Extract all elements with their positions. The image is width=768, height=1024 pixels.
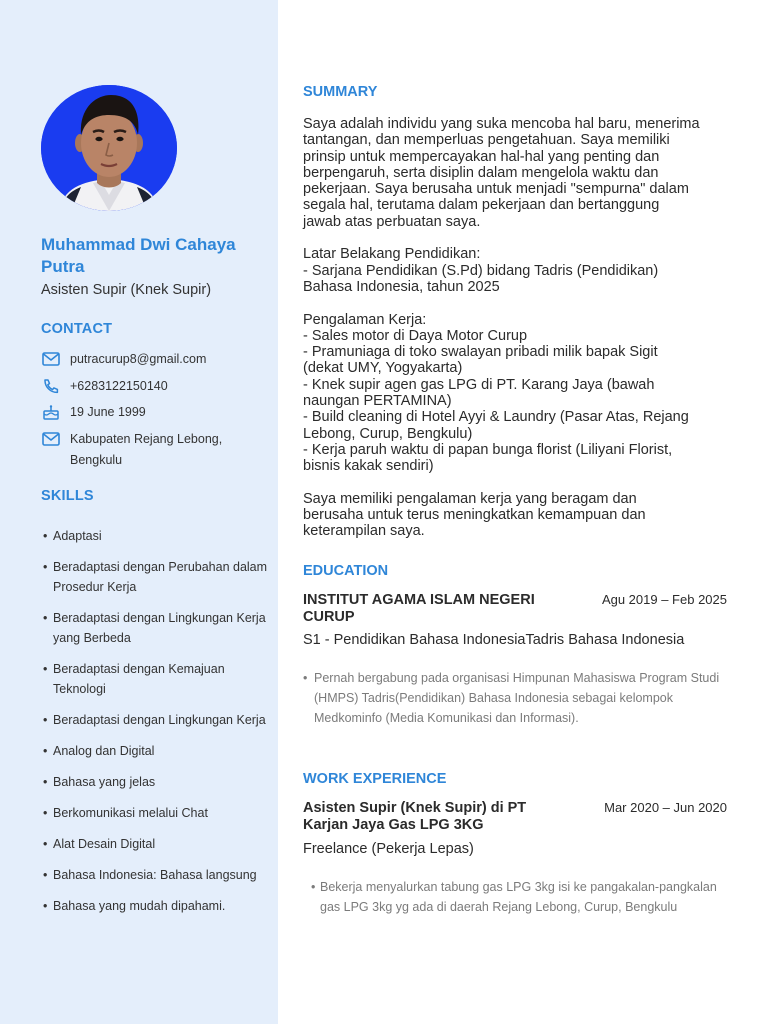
skill-item: • Alat Desain Digital — [41, 834, 271, 854]
work-bullet — [311, 877, 720, 917]
summary-heading: SUMMARY — [303, 84, 378, 100]
skill-item: • Bahasa yang jelas — [41, 772, 271, 792]
contact-birthday — [41, 402, 146, 423]
contact-email-text: putracurup8@gmail.com — [70, 352, 207, 366]
skill-item: • Beradaptasi dengan Kemajuan Teknologi — [41, 659, 271, 699]
work-type: Freelance (Pekerja Lepas) — [303, 841, 474, 857]
sidebar — [0, 0, 278, 1024]
education-degree: S1 - Pendidikan Bahasa IndonesiaTadris Bahasa Indonesia — [303, 632, 685, 648]
work-title: Asisten Supir (Knek Supir) di PT Karjan Jaya Gas LPG 3KG — [303, 800, 527, 833]
profile-name: Muhammad Dwi Cahaya Putra — [41, 235, 236, 276]
education-school: INSTITUT AGAMA ISLAM NEGERI CURUP — [303, 592, 535, 625]
profile-photo-illustration — [41, 85, 177, 211]
profile-photo — [41, 85, 177, 211]
mail-icon — [41, 431, 61, 447]
skills-list — [41, 526, 271, 927]
summary-text: Saya adalah individu yang suka mencoba hal baru, menerima tantangan, dan memperluas pengetahuan. Saya memiliki prinsip untuk mempercayakan hal-hal yang penting dan berpengaruh, serta disiplin dalam mengelola waktu dan pekerjaan. Saya berusaha untuk menjadi "sempurna" dalam segala hal, terutama dalam pekerjaan dan bertanggung jawab atas perbuatan saya. Latar Belakang Pendidikan: - Sarjana Pendidikan (S.Pd) bidang Tadris (Pendidikan) Bahasa Indonesia, tahun 2025 Pengalaman Kerja: - Sales motor di Daya Motor Curup - Pramuniaga di toko swalayan pribadi milik bapak Sigit (dekat UMY, Yogyakarta) - Knek supir agen gas LPG di PT. Karang Jaya (bawah naungan PERTAMINA) - Build cleaning di Hotel Ayyi & Laundry (Pasar Atas, Rejang Lebong, Curup, Bengkulu) - Kerja paruh waktu di papan bunga florist (Liliyani Florist, bisnis kakak sendiri) Saya memiliki pengalaman kerja yang beragam dan berusaha untuk terus meningkatkan kemampuan dan keterampilan saya. — [303, 116, 700, 540]
skills-heading: SKILLS — [41, 488, 94, 504]
contact-heading: CONTACT — [41, 321, 113, 337]
contact-birthday-text: 19 June 1999 — [70, 405, 146, 419]
skill-item: • Berkomunikasi melalui Chat — [41, 803, 271, 823]
education-bullet-text: Pernah bergabung pada organisasi Himpunan Mahasiswa Program Studi (HMPS) Tadris(Pendidikan) Bahasa Indonesia sebagai kelompok Medkominfo (Media Komunikasi dan Informasi). — [314, 671, 720, 725]
bullet-dot: • — [311, 880, 316, 894]
skill-item: • Analog dan Digital — [41, 741, 271, 761]
skill-item: • Beradaptasi dengan Perubahan dalam Prosedur Kerja — [41, 557, 271, 597]
work-dates: Mar 2020 – Jun 2020 — [604, 800, 727, 815]
mail-icon — [41, 351, 61, 367]
skill-item: • Bahasa yang mudah dipahami. — [41, 896, 271, 916]
contact-phone-text: +6283122150140 — [70, 379, 168, 393]
phone-icon — [41, 378, 61, 394]
skill-item: • Adaptasi — [41, 526, 271, 546]
contact-phone[interactable] — [41, 376, 168, 397]
skill-item: • Beradaptasi dengan Lingkungan Kerja — [41, 710, 271, 730]
skill-item: • Beradaptasi dengan Lingkungan Kerja yang Berbeda — [41, 608, 271, 648]
work-heading: WORK EXPERIENCE — [303, 771, 447, 787]
bullet-dot: • — [303, 671, 308, 685]
education-heading: EDUCATION — [303, 563, 389, 579]
work-bullet-text: Bekerja menyalurkan tabung gas LPG 3kg isi ke pangakalan-pangkalan gas LPG 3kg yg ada di daerah Rejang Lebong, Curup, Bengkulu — [320, 880, 717, 914]
skill-item: • Bahasa Indonesia: Bahasa langsung — [41, 865, 271, 885]
contact-address — [41, 429, 261, 471]
contact-email[interactable] — [41, 349, 206, 370]
profile-role: Asisten Supir (Knek Supir) — [41, 282, 212, 298]
contact-address-text: Kabupaten Rejang Lebong, Bengkulu — [70, 432, 223, 467]
cake-icon — [41, 404, 61, 420]
education-dates: Agu 2019 – Feb 2025 — [601, 592, 727, 607]
education-bullet — [303, 668, 724, 728]
